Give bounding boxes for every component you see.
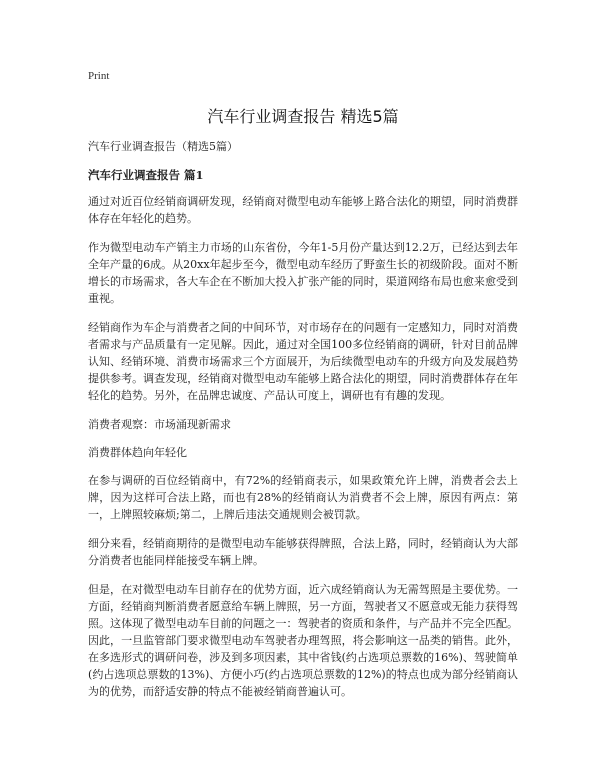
- print-link[interactable]: Print: [88, 70, 110, 82]
- paragraph-advantages: 但是，在对微型电动车目前存在的优势方面，近六成经销商认为无需驾照是主要优势。一方面，经销商判断消费者愿意给车辆上牌照，另一方面，驾驶者又不愿意或无能力获得驾照。这体现了微型电动车目前的问题之一：驾驶者的资质和条件，与产品并不完全匹配。因此，一旦监管部门要求微型电动车驾驶者办理驾照，将会影响这一品类的销售。此外，在多选形式的调研问卷，涉及到多项因素，其中省钱(约占选项总票数的16%)、驾驶简单(约占选项总票数的13%)、方便小巧(约占选项总票数的12%)的特点也成为部分经销商认为的优势，而舒适安静的特点不能被经销商普遍认可。: [88, 583, 518, 698]
- document-subtitle: 汽车行业调查报告（精选5篇）: [88, 140, 238, 153]
- paragraph-detail: 细分来看，经销商期待的是微型电动车能够获得牌照，合法上路，同时，经销商认为大部分消费者也能同样能接受车辆上牌。: [88, 537, 518, 567]
- document-title: 汽车行业调查报告 精选5篇: [207, 107, 399, 126]
- subheading-younger-consumers: 消费群体趋向年轻化: [88, 446, 187, 459]
- document-page: [88, 70, 518, 712]
- paragraph-market: 作为微型电动车产销主力市场的山东省份，今年1-5月份产量达到12.2万，已经达到去年全年产量的6成。从20xx年起步至今，微型电动车经历了野蛮生长的初级阶段。面对不断增长的市场需求，各大车企在不断加大投入扩张产能的同时，渠道网络布局也愈来愈受到重视。: [88, 241, 518, 305]
- subheading-consumer-observation: 消费者观察：市场涌现新需求: [88, 418, 231, 431]
- section-title: 汽车行业调查报告 篇1: [88, 168, 204, 182]
- paragraph-intro: 通过对近百位经销商调研发现，经销商对微型电动车能够上路合法化的期望，同时消费群体存在年轻化的趋势。: [88, 195, 518, 225]
- paragraph-dealers: 经销商作为车企与消费者之间的中间环节，对市场存在的问题有一定感知力，同时对消费者需求与产品质量有一定见解。因此，通过对全国100多位经销商的调研，针对目前品牌认知、经销环境、消费市场需求三个方面展开，为后续微型电动车的升级方向及发展趋势提供参考。调查发现，经销商对微型电动车能够上路合法化的期望，同时消费群体存在年轻化的趋势。另外，在品牌忠诚度、产品认可度上，调研也有有趣的发现。: [88, 321, 518, 402]
- paragraph-license-survey: 在参与调研的百位经销商中，有72%的经销商表示，如果政策允许上牌，消费者会去上牌，因为这样可合法上路，而也有28%的经销商认为消费者不会上牌，原因有两点：第一，上牌照较麻烦;第二，上牌后违法交通规则会被罚款。: [88, 474, 518, 521]
